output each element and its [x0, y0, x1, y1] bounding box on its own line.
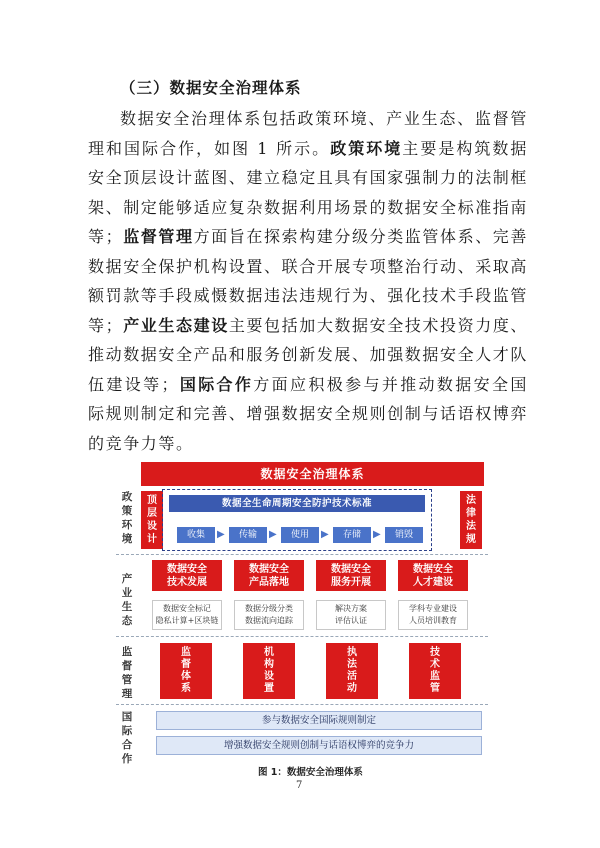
- industry-box-line: 服务开展: [331, 576, 371, 588]
- lifecycle-stage: 存储: [333, 527, 371, 543]
- international-bar-competitiveness: 增强数据安全规则创制与话语权博弈的竞争力: [156, 736, 482, 755]
- industry-box-line: 产品落地: [249, 576, 289, 588]
- industry-detail-talent: [398, 600, 468, 630]
- row-label-international: 国际合作: [121, 711, 133, 765]
- policy-top-design-box: 顶层设计: [141, 491, 163, 549]
- lifecycle-stage: 销毁: [385, 527, 423, 543]
- industry-box-line: 技术发展: [167, 576, 207, 588]
- lifecycle-stage: 收集: [177, 527, 215, 543]
- policy-laws-box: 法律法规: [460, 491, 482, 549]
- bold-term: 监督管理: [123, 227, 194, 246]
- industry-box-line: 数据安全: [331, 563, 371, 575]
- supervision-label: 执法活动: [347, 647, 357, 694]
- paragraph-text: 方面旨在探索构建分级分类监管体系、完善数据安全保护机构设置、联合开展专项整治行动、采取高额罚款等手段威慑数据违法违规行为、强化技术手段监管等；: [88, 227, 529, 335]
- lifecycle-stage: 使用: [281, 527, 319, 543]
- row-divider: [116, 704, 488, 705]
- paragraph-text: 主要是构筑数据安全顶层设计蓝图、建立稳定且具有国家强制力的法制框架、制定能够适应复杂数据利用场景的数据安全标准指南等；: [88, 138, 529, 246]
- detail-line: 隐私计算+区块链: [155, 616, 219, 625]
- supervision-label: 技术监管: [430, 647, 440, 694]
- industry-detail-service: [316, 600, 386, 630]
- industry-box-line: 数据安全: [167, 563, 207, 575]
- arrow-right-icon: ▶: [321, 529, 329, 540]
- industry-box-product: [234, 560, 304, 591]
- detail-line: 数据分级分类: [245, 604, 293, 613]
- supervision-box-technical: [409, 643, 461, 699]
- detail-line: 数据流向追踪: [245, 616, 293, 625]
- industry-box-talent: [398, 560, 468, 591]
- row-label-policy: 政策环境: [121, 491, 133, 545]
- row-divider: [116, 636, 488, 637]
- international-bar-rules: 参与数据安全国际规则制定: [156, 711, 482, 730]
- industry-detail-product: [234, 600, 304, 630]
- detail-line: 解决方案: [335, 604, 367, 613]
- paragraph-text: 方面应积极参与并推动数据安全国际规则制定和完善、增强数据安全规则创制与话语权博弈的竞争力等。: [88, 374, 529, 453]
- bold-term: 国际合作: [179, 374, 254, 394]
- paragraph-text: 数据安全治理体系包括政策环境、产业生态、监督管理和国际合作，如图 1 所示。: [88, 109, 528, 158]
- supervision-box-institution: [243, 643, 295, 699]
- governance-figure: [116, 460, 488, 765]
- industry-box-service: [316, 560, 386, 591]
- row-label-industry: 产业生态: [121, 573, 133, 627]
- detail-line: 学科专业建设: [409, 604, 457, 613]
- arrow-right-icon: ▶: [373, 529, 381, 540]
- arrow-right-icon: ▶: [217, 529, 225, 540]
- bold-term: 政策环境: [330, 138, 403, 158]
- detail-line: 评估认证: [335, 616, 367, 625]
- page-number: 7: [296, 780, 303, 791]
- supervision-label: 监督体系: [181, 647, 191, 694]
- figure-caption: 图 1：数据安全治理体系: [258, 767, 363, 778]
- industry-box-line: 数据安全: [413, 563, 453, 575]
- industry-box-tech: [152, 560, 222, 591]
- industry-box-line: 人才建设: [413, 576, 453, 588]
- row-divider: [116, 554, 488, 555]
- standard-bar: 数据全生命周期安全防护技术标准: [169, 495, 425, 512]
- supervision-label: 机构设置: [264, 647, 274, 694]
- supervision-box-system: [160, 643, 212, 699]
- detail-line: 数据安全标记: [162, 604, 211, 613]
- body-paragraph: [88, 104, 528, 458]
- supervision-box-enforcement: [326, 643, 378, 699]
- row-label-supervision: 监督管理: [121, 646, 133, 700]
- arrow-right-icon: ▶: [269, 529, 277, 540]
- bold-term: 产业生态建设: [123, 315, 229, 335]
- lifecycle-stage: 传输: [229, 527, 267, 543]
- section-heading: （三）数据安全治理体系: [120, 79, 302, 97]
- detail-line: 人员培训教育: [409, 616, 457, 625]
- industry-detail-tech: [152, 600, 222, 630]
- paragraph-text: 主要包括加大数据安全技术投资力度、推动数据安全产品和服务创新发展、加强数据安全人才队伍建设等；: [88, 315, 529, 394]
- industry-box-line: 数据安全: [249, 563, 289, 575]
- figure-title-bar: 数据安全治理体系: [141, 462, 484, 486]
- policy-standards-panel: [162, 489, 432, 551]
